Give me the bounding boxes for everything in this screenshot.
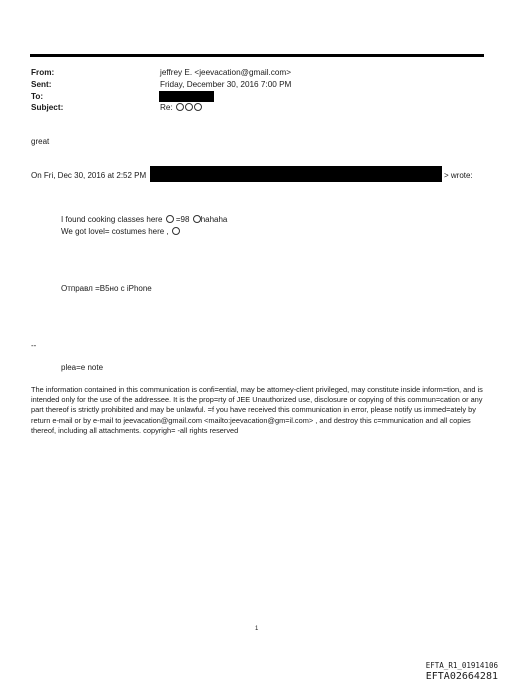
mobile-signature: Отправл =B5но с iPhone xyxy=(61,284,152,293)
reply-text: great xyxy=(31,137,50,146)
smiley-icon xyxy=(193,215,201,223)
quoted-line-2 xyxy=(61,227,180,237)
subject-value xyxy=(160,103,202,113)
sent-label: Sent: xyxy=(31,80,52,89)
quoted-line-1-part-b: =98 xyxy=(175,215,190,224)
quote-intro: On Fri, Dec 30, 2016 at 2:52 PM xyxy=(31,171,147,180)
quoted-line-1 xyxy=(61,215,227,225)
smiley-icon xyxy=(166,215,174,223)
signature-separator: -- xyxy=(31,341,37,350)
confidentiality-disclaimer: The information contained in this communication is confi=ential, may be attorney-client privileged, may constitute inside inform=tion, and is intended only for the use of the addressee. It is the prop=rty of JEE Unauthorized use, disclosure or copying of this commun=cation or any part thereof is strictly prohibited and may be unlawful. =f you have received this communication in error, please notify us immed=ately by return e-mail or by e-mail to jeevacation@gmail.com <mailto:jeevacation@gm=il.com> , and destroy this c=mmunication and all copies thereof, including all attachments. copyrigh= -all rights reserved xyxy=(31,385,483,435)
bates-number-small: EFTA_R1_01914106 xyxy=(425,661,498,670)
from-label: From: xyxy=(31,68,55,77)
smiley-icon xyxy=(194,103,202,111)
subject-label: Subject: xyxy=(31,103,64,112)
please-note: plea=e note xyxy=(61,363,104,372)
email-redaction xyxy=(150,166,442,182)
to-label: To: xyxy=(31,92,44,101)
quoted-line-1-part-c: hahaha xyxy=(200,215,228,224)
to-redaction xyxy=(159,91,214,102)
quoted-line-2-text: We got lovel= costumes here , xyxy=(61,227,169,236)
sent-value: Friday, December 30, 2016 7:00 PM xyxy=(160,80,292,89)
page-number: 1 xyxy=(255,626,259,632)
smiley-icon xyxy=(176,103,184,111)
quote-intro-end: > wrote: xyxy=(444,171,473,180)
from-value: jeffrey E. <jeevacation@gmail.com> xyxy=(160,68,292,77)
header-rule xyxy=(30,54,484,57)
quoted-line-1-part-a: I found cooking classes here xyxy=(61,215,163,224)
bates-number-large: EFTA02664281 xyxy=(425,671,498,682)
smiley-icon xyxy=(185,103,193,111)
subject-text: Re: xyxy=(160,103,173,112)
smiley-icon xyxy=(172,227,180,235)
